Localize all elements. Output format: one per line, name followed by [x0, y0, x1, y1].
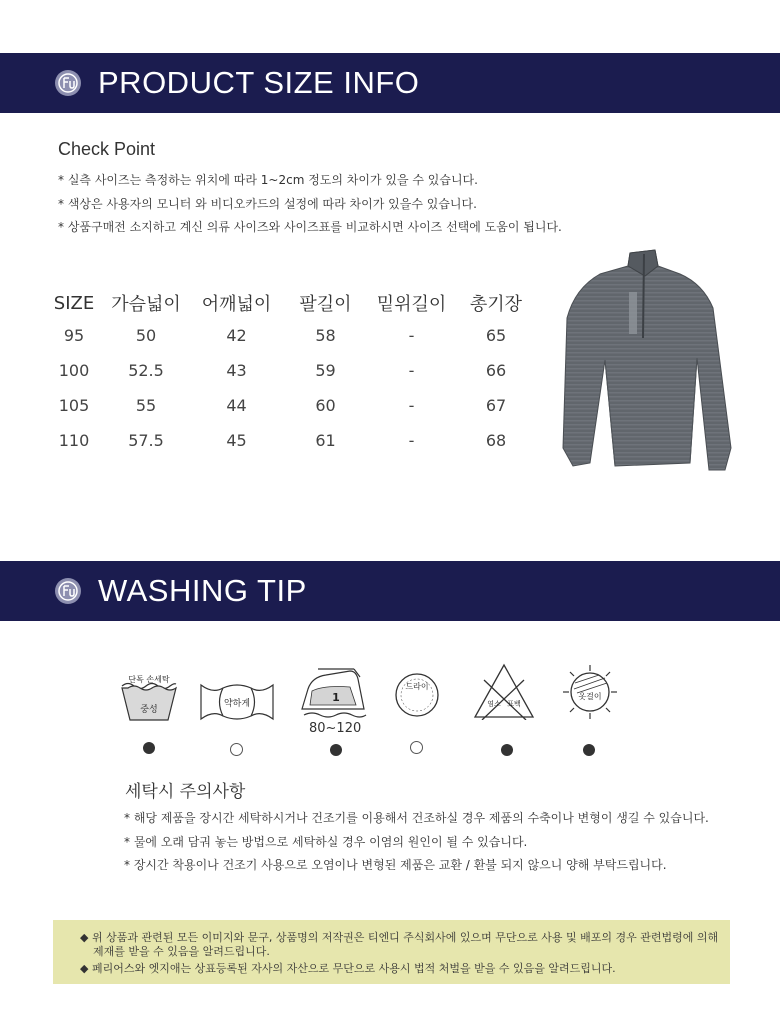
long-sleeve-zip-shirt-icon	[555, 248, 740, 480]
header-shoulder: 어깨넓이	[201, 294, 272, 315]
table-cell: 52.5	[128, 361, 164, 380]
table-cell: 100	[58, 361, 90, 380]
size-table-header	[45, 288, 536, 318]
table-cell: 110	[58, 431, 90, 450]
iron-level-label: 1	[332, 691, 340, 704]
size-info-title: PRODUCT SIZE INFO	[98, 65, 420, 100]
table-cell: 44	[226, 396, 247, 415]
table-cell: -	[408, 431, 415, 450]
care-note: * 물에 오래 담궈 놓는 방법으로 세탁하실 경우 이염의 원인이 될 수 있습니다.	[124, 835, 528, 849]
dry-clean-icon	[393, 671, 441, 719]
table-cell: 66	[485, 361, 507, 380]
table-cell: 55	[135, 396, 157, 415]
table-cell: -	[408, 361, 415, 380]
selected-dot	[143, 742, 155, 754]
header-rise: 밑위길이	[376, 294, 447, 315]
check-note: * 상품구매전 소지하고 계신 의류 사이즈와 사이즈표를 비교하시면 사이즈 선택에 도움이 됩니다.	[58, 220, 562, 234]
selected-dot	[583, 744, 595, 756]
table-row	[45, 388, 536, 423]
trademark-line: ◆ 페리어스와 엣지애는 상표등록된 자사의 자산으로 무단으로 사용시 법적 처벌을 받을 수 있음을 알려드립니다.	[80, 962, 616, 975]
table-cell: 59	[315, 361, 336, 380]
dry-clean-label: 드라이	[405, 682, 429, 691]
copyright-line: ◆ 위 상품과 관련된 모든 이미지와 문구, 상품명의 저작권은 티엔디 주식회사에 있으며 무단으로 사용 및 배포의 경우 관련법령에 의해	[80, 931, 719, 944]
iron-temp-label: 80~120	[309, 721, 362, 736]
table-cell: 65	[485, 326, 507, 345]
table-row	[45, 353, 536, 388]
table-cell: 58	[315, 326, 336, 345]
table-cell: 50	[135, 326, 157, 345]
check-note: * 실측 사이즈는 측정하는 위치에 따라 1~2cm 정도의 차이가 있을 수 있습니다.	[58, 173, 478, 187]
table-cell: 61	[315, 431, 336, 450]
care-note: * 장시간 착용이나 건조기 사용으로 오염이나 변형된 제품은 교환 / 환불 되지 않으니 양해 부탁드립니다.	[124, 858, 667, 872]
table-cell: 67	[485, 396, 507, 415]
table-cell: -	[408, 396, 415, 415]
selected-dot	[501, 744, 513, 756]
washing-tip-banner	[0, 561, 780, 621]
table-cell: 95	[63, 326, 85, 345]
no-bleach-label-right: 표백	[507, 700, 521, 708]
header-length: 총기장	[469, 294, 523, 315]
table-row	[45, 318, 536, 353]
care-note: * 해당 제품을 장시간 세탁하시거나 건조기를 이용해서 건조하실 경우 제품의 수축이나 변형이 생길 수 있습니다.	[124, 811, 709, 825]
no-bleach-icon	[472, 662, 536, 720]
size-info-banner	[0, 53, 780, 113]
table-cell: 68	[485, 431, 507, 450]
table-row	[45, 423, 536, 458]
hanger-label: 옷걸이	[578, 692, 602, 701]
care-title: 세탁시 주의사항	[125, 782, 246, 802]
mild-wash-label: 약하게	[223, 699, 251, 709]
hanger-dry-icon	[561, 663, 619, 721]
washing-tip-title: WASHING TIP	[98, 573, 307, 608]
copyright-notice	[53, 920, 730, 984]
header-sleeve: 팔길이	[299, 294, 352, 315]
header-size: SIZE	[53, 292, 95, 314]
table-cell: 45	[226, 431, 247, 450]
table-cell: 43	[226, 361, 247, 380]
hand-wash-icon	[118, 672, 180, 724]
hand-wash-top-label: 단독 손세탁	[128, 675, 170, 684]
check-point-title: Check Point	[58, 139, 156, 159]
check-note: * 색상은 사용자의 모니터 와 비디오카드의 설정에 따라 차이가 있을수 있습니다.	[58, 197, 477, 211]
hand-wash-bottom-label: 중성	[140, 705, 158, 715]
header-chest: 가슴넓이	[111, 294, 181, 315]
size-table	[45, 288, 536, 458]
table-cell: -	[408, 326, 415, 345]
no-bleach-label-left: 염소	[487, 700, 501, 708]
table-cell: 42	[226, 326, 247, 345]
iron-icon	[298, 667, 370, 721]
copyright-line-cont: 제재를 받을 수 있음을 알려드립니다.	[93, 945, 270, 958]
table-cell: 57.5	[128, 431, 164, 450]
fu-logo-icon	[55, 578, 81, 604]
unselected-dot	[410, 741, 423, 754]
mild-wash-icon	[198, 680, 276, 724]
fu-logo-icon	[55, 70, 81, 96]
selected-dot	[330, 744, 342, 756]
table-cell: 60	[315, 396, 336, 415]
table-cell: 105	[58, 396, 90, 415]
unselected-dot	[230, 743, 243, 756]
